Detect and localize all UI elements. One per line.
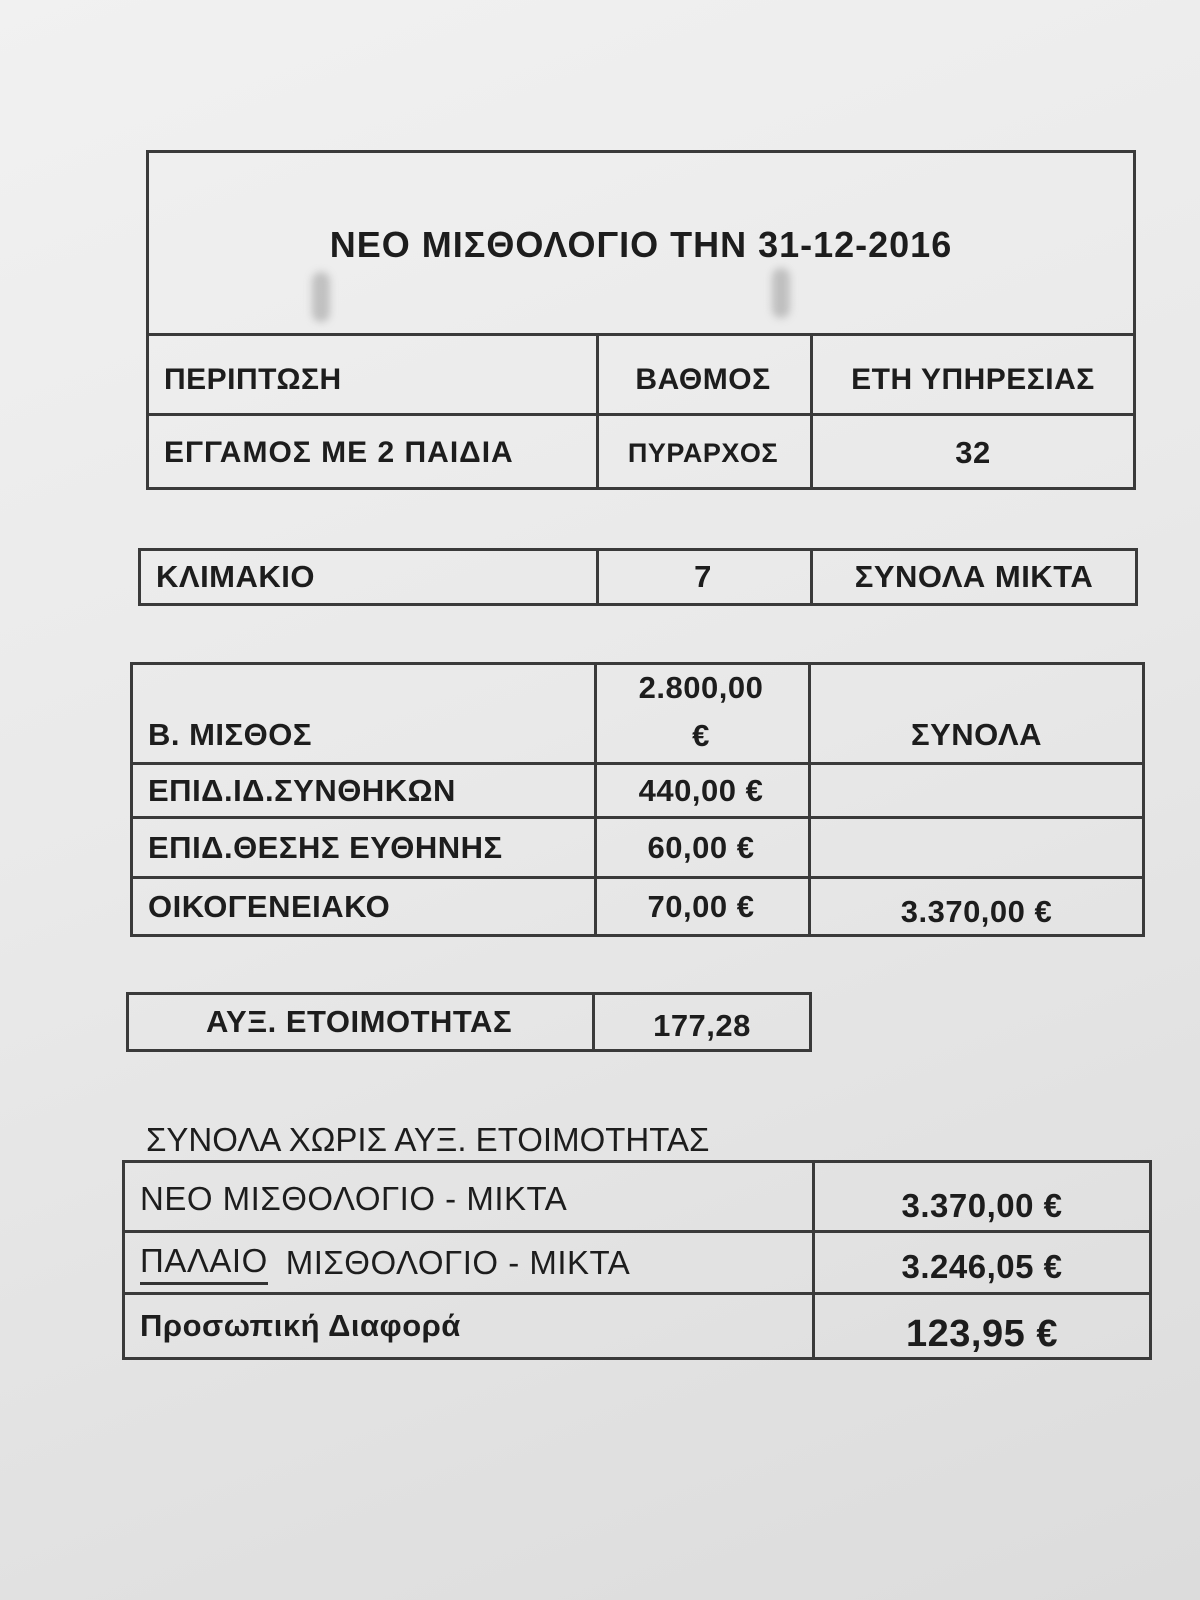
summary-row-value: 3.246,05 € bbox=[901, 1248, 1063, 1285]
salary-row-label: ΕΠΙΔ.ΙΔ.ΣΥΝΘΗΚΩΝ bbox=[148, 773, 456, 808]
salary-totals-header: ΣΥΝΟΛΑ bbox=[910, 717, 1042, 752]
scale-value: 7 bbox=[694, 559, 712, 594]
salary-total-value: 3.370,00 € bbox=[900, 894, 1053, 929]
salary-row-label: Β. ΜΙΣΘΟΣ bbox=[148, 717, 312, 752]
personal-difference-value: 123,95 € bbox=[906, 1312, 1058, 1355]
readiness-value: 177,28 bbox=[653, 1008, 751, 1043]
smudge-mark bbox=[312, 272, 330, 322]
salary-row-label: ΕΠΙΔ.ΘΕΣΗΣ ΕΥΘΗΝΗΣ bbox=[148, 830, 503, 865]
salary-row-value: 2.800,00 bbox=[638, 670, 764, 705]
salary-row-label: ΟΙΚΟΓΕΝΕΙΑΚΟ bbox=[148, 889, 391, 924]
rank-value: ΠΥΡΑΡΧΟΣ bbox=[627, 437, 779, 468]
document-title: ΝΕΟ ΜΙΣΘΟΛΟΓΙΟ ΤΗΝ 31-12-2016 bbox=[329, 224, 953, 265]
salary-row-value: 440,00 € bbox=[638, 773, 764, 808]
case-value: ΕΓΓΑΜΟΣ ΜΕ 2 ΠΑΙΔΙΑ bbox=[164, 436, 514, 469]
summary-row-label: Προσωπική Διαφορά bbox=[140, 1308, 461, 1343]
years-value: 32 bbox=[955, 435, 991, 470]
header-years: ΕΤΗ ΥΠΗΡΕΣΙΑΣ bbox=[851, 363, 1095, 396]
smudge-mark bbox=[772, 268, 790, 318]
readiness-label: ΑΥΞ. ΕΤΟΙΜΟΤΗΤΑΣ bbox=[205, 1004, 513, 1039]
summary-row-value: 3.370,00 € bbox=[901, 1187, 1063, 1224]
salary-row-value-currency: € bbox=[692, 718, 710, 753]
scale-label: ΚΛΙΜΑΚΙΟ bbox=[156, 559, 315, 594]
scale-note: ΣΥΝΟΛΑ ΜΙΚΤΑ bbox=[854, 559, 1094, 594]
summary-row-label bbox=[122, 1232, 812, 1294]
salary-row-value: 60,00 € bbox=[647, 830, 755, 865]
header-case: ΠΕΡΙΠΤΩΣΗ bbox=[164, 363, 342, 396]
underlined-word: ΠΑΛΑΙΟ bbox=[140, 1242, 268, 1285]
summary-row-label: ΝΕΟ ΜΙΣΘΟΛΟΓΙΟ - ΜΙΚΤΑ bbox=[140, 1180, 568, 1217]
header-rank: ΒΑΘΜΟΣ bbox=[635, 363, 771, 396]
summary-row-label-rest: ΜΙΣΘΟΛΟΓΙΟ - ΜΙΚΤΑ bbox=[285, 1244, 631, 1281]
salary-row-value: 70,00 € bbox=[647, 889, 755, 924]
summary-caption: ΣΥΝΟΛΑ ΧΩΡΙΣ ΑΥΞ. ΕΤΟΙΜΟΤΗΤΑΣ bbox=[146, 1121, 710, 1158]
